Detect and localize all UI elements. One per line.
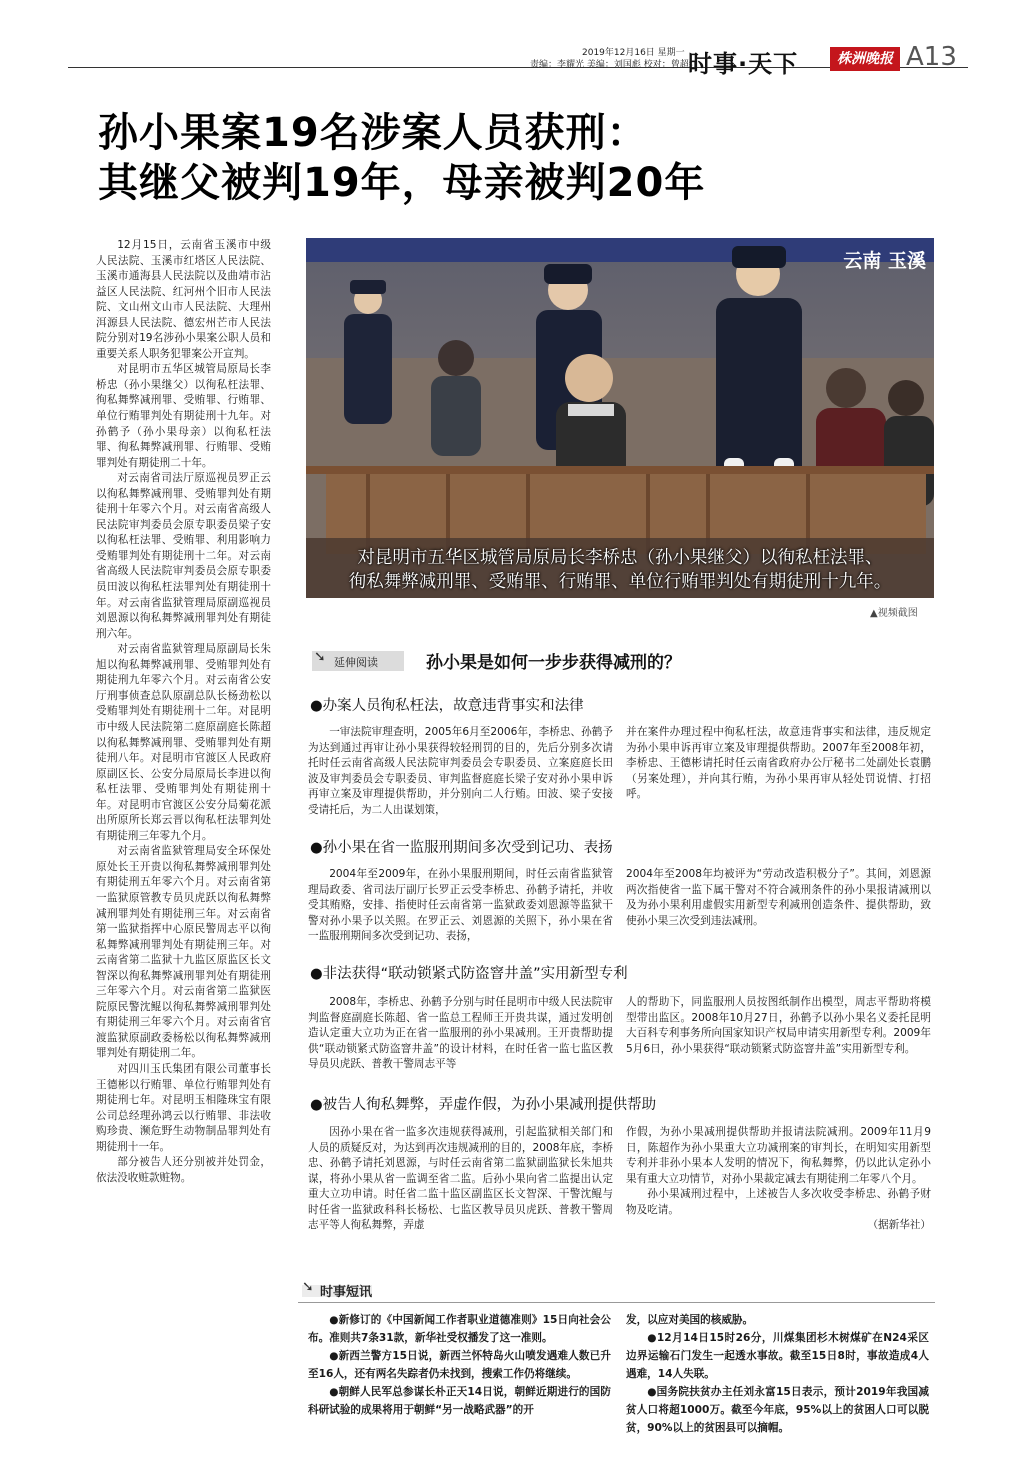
- lead-paragraph: 对云南省司法厅原巡视员罗正云以徇私舞弊减刑罪、受贿罪判处有期徒刑十年零六个月。对云南省高级人民法院审判委员会原专职委员梁子安以徇私枉法罪、受贿罪、利用影响力受贿罪判处有期徒刑十二年。对云南省高级人民法院审判委员会原专职委员田波以徇私枉法罪判处有期徒刑十年。对云南省监狱管理局原副巡视员刘恩源以徇私舞弊减刑罪判处有期徒刑六年。: [96, 472, 271, 640]
- extension-title: 孙小果是如何一步步获得减刑的？: [426, 653, 681, 673]
- brief-header-rule: [298, 1280, 935, 1303]
- lead-paragraph: 对云南省监狱管理局安全环保处原处长王开贵以徇私舞弊减刑罪判处有期徒刑五年零六个月。对云南省第一监狱原管教专员贝虎跃以徇私舞弊减刑罪判处有期徒刑三年。对云南省第一监狱指挥中心原民警周志平以徇私舞弊减刑罪判处有期徒刑三年。对云南省第二监狱十九监区原监区长文智深以徇私舞弊减刑罪判处有期徒刑三年零六个月。对云南省第二监狱医院原民警沈鲲以徇私舞弊减刑罪判处有期徒刑三年零六个月。对云南省官渡监狱原副政委杨松以徇私舞弊减刑罪判处有期徒刑二年。: [96, 845, 271, 1060]
- lead-article-column: [96, 238, 271, 1186]
- photo-credit: ▲视频截图: [870, 608, 918, 619]
- section-body-left: 2008年，李桥忠、孙鹤予分别与时任昆明市中级人民法院审判监督庭副庭长陈超、省一监总工程师王开贵共谋，通过发明创造认定重大立功为正在省一监服刑的孙小果减刑。王开贵帮助提供“联动锁紧式防盗窨井盖”的设计材料，在时任省一监七监区教导员贝虎跃、普教干警周志平等: [308, 996, 613, 1071]
- headline-line-2: 其继父被判19年，母亲被判20年: [98, 160, 706, 206]
- photo-location-tag: 云南 玉溪: [843, 250, 926, 272]
- brief-item: ●朝鲜人民军总参谋长朴正天14日说，朝鲜近期进行的国防科研试验的成果将用于朝鲜“另一战略武器”的开: [308, 1386, 611, 1416]
- brief-item: ●新修订的《中国新闻工作者职业道德准则》15日向社会公布。准则共7条31款，新华社受权播发了这一准则。: [308, 1314, 611, 1344]
- page-number: A13: [906, 42, 957, 72]
- photo-caption: [306, 546, 934, 594]
- newspaper-logo: 株洲晚报: [830, 47, 900, 71]
- issue-date: 2019年12月16日 星期一: [582, 48, 685, 58]
- lead-paragraph: 部分被告人还分别被并处罚金，依法没收赃款赃物。: [96, 1156, 271, 1184]
- brief-column-right: [626, 1311, 929, 1437]
- brief-item: ●新西兰警方15日说，新西兰怀特岛火山喷发遇难人数已升至16人，还有两名失踪者仍未找到，搜索工作仍将继续。: [308, 1350, 611, 1380]
- headline-line-1: 孙小果案19名涉案人员获刑：: [98, 110, 648, 156]
- brief-label: 时事短讯: [320, 1285, 373, 1300]
- bullet-icon: ●: [310, 966, 323, 982]
- section-body-right: 2004年至2008年均被评为“劳动改造积极分子”。其间，刘恩源两次指使省一监下属干警对不符合减刑条件的孙小果报请减刑以及为孙小果利用虚假实用新型专利减刑创造条件、提供帮助，致使孙小果三次受到违法减刑。: [626, 868, 931, 927]
- brief-item: ●12月14日15时26分，川煤集团杉木树煤矿在N24采区边界运输石门发生一起透水事故。截至15日8时，事故造成4人遇难，14人失联。: [626, 1332, 929, 1380]
- brief-column-left: [308, 1311, 611, 1419]
- section-body-left: 一审法院审理查明，2005年6月至2006年，李桥忠、孙鹤予为达到通过再审让孙小果获得较轻刑罚的目的，先后分别多次请托时任云南省高级人民法院审判委员会专职委员、立案庭庭长田波及审判委员会专职委员、审判监督庭庭长梁子安对孙小果申诉再审立案及审理提供帮助，并分别向二人行贿。田波、梁子安接受请托后，为二人出谋划策，: [308, 726, 613, 816]
- brief-item-continued: 发，以应对美国的核威胁。: [626, 1314, 754, 1326]
- section-body-left: 因孙小果在省一监多次违规获得减刑，引起监狱相关部门和人员的质疑反对，为达到再次违规减刑的目的，2008年底，李桥忠、孙鹤予请托刘恩源，与时任云南省第二监狱副监狱长朱旭共谋，将孙小果从省一监调至省二监。后孙小果向省二监提出认定重大立功申请。时任省二监十监区副监区长文智深、干警沈鲲与时任省一监狱政科科长杨松、七监区教导员贝虎跃、普教干警周志平等人徇私舞弊，弄虚: [308, 1126, 613, 1232]
- photo-caption-line: 对昆明市五华区城管局原局长李桥忠（孙小果继父）以徇私枉法罪、: [357, 548, 883, 568]
- lead-paragraph: 对云南省监狱管理局原副局长朱旭以徇私舞弊减刑罪、受贿罪判处有期徒刑九年零六个月。对云南省公安厅刑事侦查总队原副总队长杨劲松以受贿罪判处有期徒刑十二年。对昆明市中级人民法院第二庭原副庭长陈超以徇私舞弊减刑罪、受贿罪判处有期徒刑八年。对昆明市官渡区人民政府原副区长、公安分局原局长李进以徇私枉法罪、受贿罪判处有期徒刑十年。对昆明市官渡区公安分局菊花派出所原所长郑云晋以徇私枉法罪判处有期徒刑三年零九个月。: [96, 643, 271, 842]
- arrow-icon: ➘: [302, 1279, 314, 1295]
- section-body-right: 作假，为孙小果减刑提供帮助并报请法院减刑。2009年11月9日，陈超作为孙小果重大立功减刑案的审判长，在明知实用新型专利并非孙小果本人发明的情况下，徇私舞弊，仍以此认定孙小果有重大立功情节，对孙小果裁定减去有期徒刑二年零八个月。 孙小果减刑过程中，上述被告人多次收受李桥忠、孙鹤予财物及吃请。 （据新华社）: [626, 1125, 931, 1234]
- section-body-right: 人的帮助下，同监服刑人员按图纸制作出模型，周志平帮助将模型带出监区。2008年10月27日，孙鹤予以孙小果名义委托昆明大百科专利事务所向国家知识产权局申请实用新型专利。2009年5月6日，孙小果获得“联动锁紧式防盗窨井盖”实用新型专利。: [626, 996, 931, 1055]
- extension-label: 延伸阅读: [334, 656, 378, 669]
- bullet-icon: ●: [310, 840, 323, 856]
- courtroom-scene-illustration: [306, 238, 934, 598]
- section-title: ●孙小果在省一监服刑期间多次受到记功、表扬: [310, 840, 613, 856]
- section-title: ●办案人员徇私枉法，故意违背事实和法律: [310, 698, 584, 714]
- section-title: ●非法获得“联动锁紧式防盗窨井盖”实用新型专利: [310, 966, 628, 982]
- section-title: ●被告人徇私舞弊，弄虚作假，为孙小果减刑提供帮助: [310, 1097, 657, 1113]
- arrow-icon: ➘: [314, 649, 326, 665]
- section-body-left: 2004年至2009年，在孙小果服刑期间，时任云南省监狱管理局政委、省司法厅副厅长罗正云受李桥忠、孙鹤予请托，并收受其贿赂，安排、指使时任云南省第一监狱政委刘恩源等监狱干警对孙小果予以关照。在罗正云、刘恩源的关照下，孙小果在省一监服刑期间多次受到记功、表扬，: [308, 868, 613, 943]
- section-body-right: 并在案件办理过程中徇私枉法，故意违背事实和法律，违反规定为孙小果申诉再审立案及审理提供帮助。2007年至2008年初，李桥忠、王德彬请托时任云南省政府办公厅秘书二处副处长袁鹏（另案处理），并向其行贿，为孙小果再审从轻处罚说情、打招呼。: [626, 726, 931, 801]
- bullet-icon: ●: [310, 1097, 323, 1113]
- brief-item: ●国务院扶贫办主任刘永富15日表示，预计2019年我国减贫人口将超1000万。截至今年底，95%以上的贫困人口可以脱贫，90%以上的贫困县可以摘帽。: [626, 1386, 929, 1434]
- lead-paragraph: 对昆明市五华区城管局原局长李桥忠（孙小果继父）以徇私枉法罪、徇私舞弊减刑罪、受贿罪、行贿罪、单位行贿罪判处有期徒刑十九年。对孙鹤予（孙小果母亲）以徇私枉法罪、徇私舞弊减刑罪、行贿罪、受贿罪判处有期徒刑二十年。: [96, 363, 271, 469]
- courtroom-photo: [306, 238, 934, 598]
- section-name: 时事·天下: [688, 50, 799, 78]
- photo-caption-line: 徇私舞弊减刑罪、受贿罪、行贿罪、单位行贿罪判处有期徒刑十九年。: [348, 572, 892, 592]
- editors-line: 责编：李耀光 美编：刘国彪 校对：曾超红: [530, 60, 698, 70]
- source-credit: （据新华社）: [867, 1219, 931, 1232]
- lead-paragraph: 12月15日，云南省玉溪市中级人民法院、玉溪市红塔区人民法院、玉溪市通海县人民法院以及曲靖市沾益区人民法院、红河州个旧市人民法院、文山州文山市人民法院、大理州洱源县人民法院、德宏州芒市人民法院分别对19名涉孙小果案公职人员和重要关系人职务犯罪案公开宣判。: [96, 239, 271, 360]
- lead-paragraph: 对四川玉氏集团有限公司董事长王德彬以行贿罪、单位行贿罪判处有期徒刑七年。对昆明玉相隆珠宝有限公司总经理孙鸿云以行贿罪、非法收购珍贵、濒危野生动物制品罪判处有期徒刑十一年。: [96, 1062, 271, 1153]
- bullet-icon: ●: [310, 698, 323, 714]
